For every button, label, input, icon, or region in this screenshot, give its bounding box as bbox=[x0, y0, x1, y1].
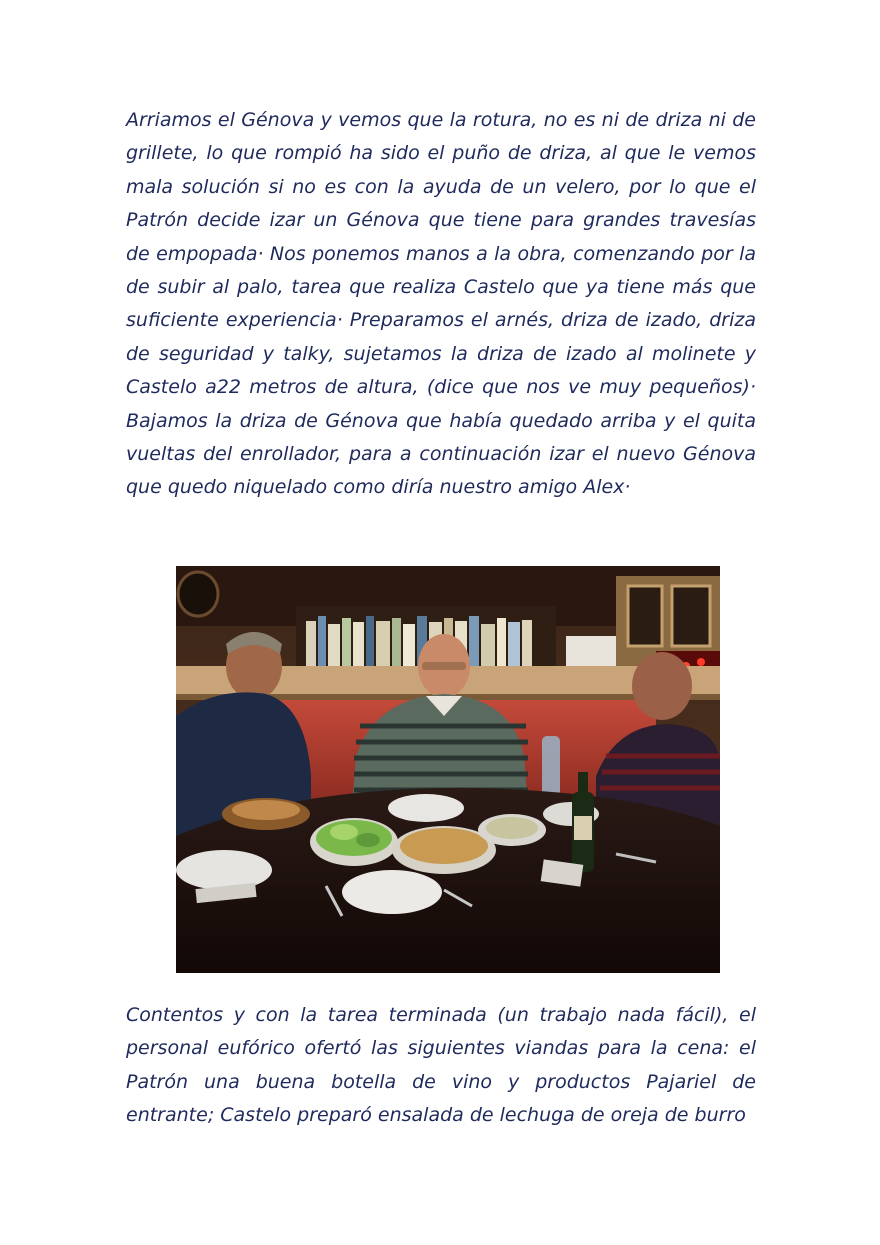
paragraph-dinner: Contentos y con la tarea terminada (un trabajo nada fácil), el personal eufórico ofertó las siguientes viandas para la cena: el Patrón una buena botella de vino y productos Pajariel de entrante; Castelo preparó ensalada de lechuga de oreja de burro bbox=[126, 1004, 756, 1127]
paragraph-sail-repair: Arriamos el Génova y vemos que la rotura, no es ni de driza ni de grillete, lo que rompió ha sido el puño de driza, al que le vemos mala solución si no es con la ayuda de un velero, por lo que el Patrón decide izar un Génova que tiene para grandes travesías de empopada· Nos ponemos manos a la obra, comenzando por la de subir al palo, tarea que realiza Castelo que ya tiene más que suficiente experiencia· Preparamos el arnés, driza de izado, driza de seguridad y talky, sujetamos la driza de izado al molinete y Castelo a22 metros de altura, (dice que nos ve muy pequeños)· Bajamos la driza de Génova que había quedado arriba y el quita vueltas del enrollador, para a continuación izar el nuevo Génova que quedo niquelado como diría nuestro amigo Alex· bbox=[126, 109, 756, 499]
photo-illustration bbox=[176, 566, 720, 973]
photo-dinner-on-boat bbox=[176, 566, 720, 973]
